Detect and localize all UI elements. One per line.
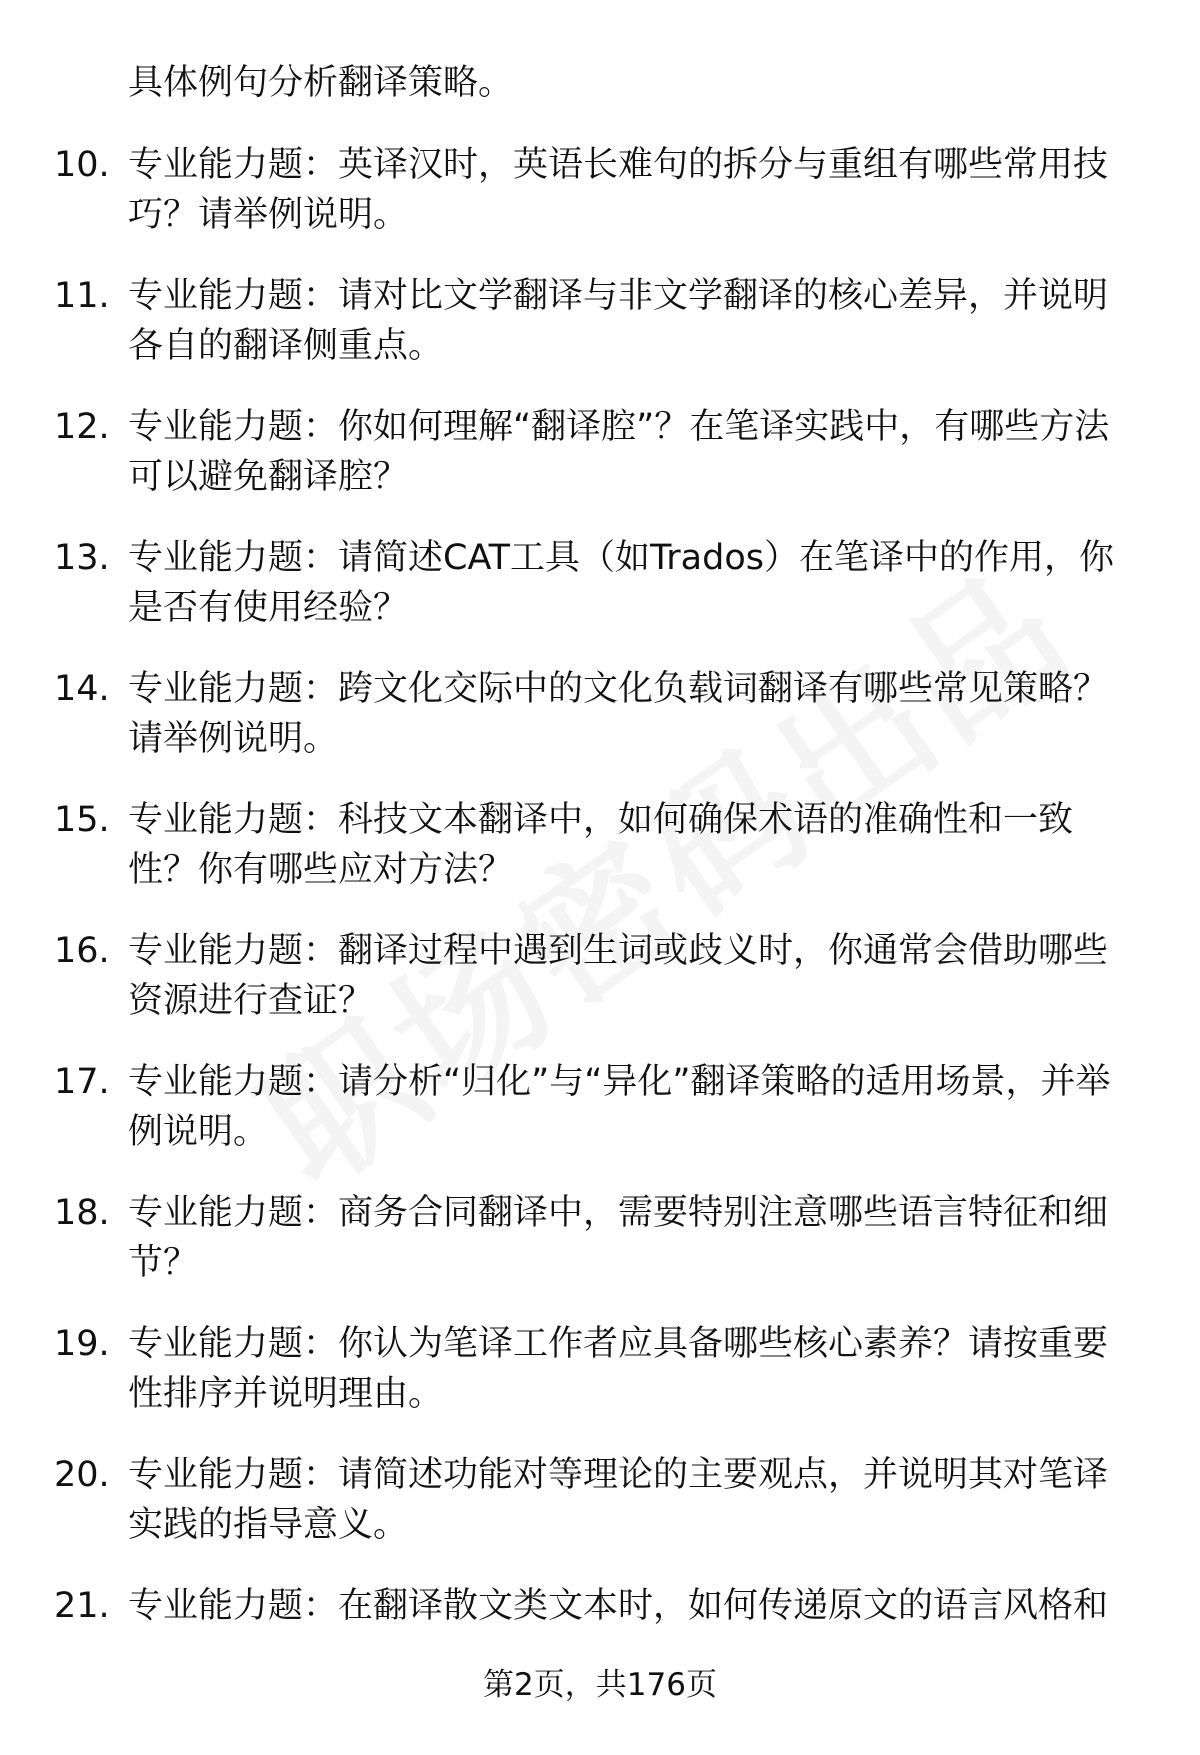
question-number: 11. [54, 276, 110, 316]
question-item [0, 1450, 1200, 1581]
question-number: 12. [54, 407, 110, 447]
question-text: 专业能力题：请对比文学翻译与非文学翻译的核心差异，并说明各自的翻译侧重点。 [128, 276, 1109, 366]
question-text: 专业能力题：翻译过程中遇到生词或歧义时，你通常会借助哪些资源进行查证？ [128, 931, 1109, 1021]
question-number: 18. [54, 1193, 110, 1233]
question-text: 专业能力题：你认为笔译工作者应具备哪些核心素养？请按重要性排序并说明理由。 [128, 1324, 1109, 1414]
continuation-text: 具体例句分析翻译策略。 [128, 63, 514, 103]
question-text: 专业能力题：请分析“归化”与“异化”翻译策略的适用场景，并举例说明。 [128, 1062, 1111, 1152]
question-text: 专业能力题：在翻译散文类文本时，如何传递原文的语言风格和 [128, 1586, 1109, 1626]
question-number: 17. [54, 1062, 110, 1102]
question-number: 19. [54, 1324, 110, 1364]
question-item [0, 1057, 1200, 1188]
question-item [0, 795, 1200, 926]
question-text: 专业能力题：科技文本翻译中，如何确保术语的准确性和一致性？你有哪些应对方法？ [128, 800, 1074, 890]
question-list [0, 140, 1200, 1712]
question-number: 13. [54, 538, 110, 578]
question-item [0, 1188, 1200, 1319]
question-text: 专业能力题：商务合同翻译中，需要特别注意哪些语言特征和细节？ [128, 1193, 1109, 1283]
question-text: 专业能力题：请简述功能对等理论的主要观点，并说明其对笔译实践的指导意义。 [128, 1455, 1109, 1545]
question-item [0, 664, 1200, 795]
question-number: 16. [54, 931, 110, 971]
question-item [0, 926, 1200, 1057]
question-text: 专业能力题：跨文化交际中的文化负载词翻译有哪些常见策略？请举例说明。 [128, 669, 1109, 759]
question-text: 专业能力题：请简述CAT工具（如Trados）在笔译中的作用，你是否有使用经验？ [128, 538, 1114, 628]
question-item [0, 533, 1200, 664]
question-number: 10. [54, 145, 110, 185]
question-item [0, 271, 1200, 402]
question-number: 21. [54, 1586, 110, 1626]
page-footer: 第2页，共176页 [483, 1667, 717, 1703]
question-text: 专业能力题：你如何理解“翻译腔”？在笔译实践中，有哪些方法可以避免翻译腔？ [128, 407, 1110, 497]
question-number: 20. [54, 1455, 110, 1495]
question-number: 14. [54, 669, 110, 709]
question-text: 专业能力题：英译汉时，英语长难句的拆分与重组有哪些常用技巧？请举例说明。 [128, 145, 1109, 235]
question-item [0, 140, 1200, 271]
question-item [0, 402, 1200, 533]
question-item [0, 1319, 1200, 1450]
question-number: 15. [54, 800, 110, 840]
